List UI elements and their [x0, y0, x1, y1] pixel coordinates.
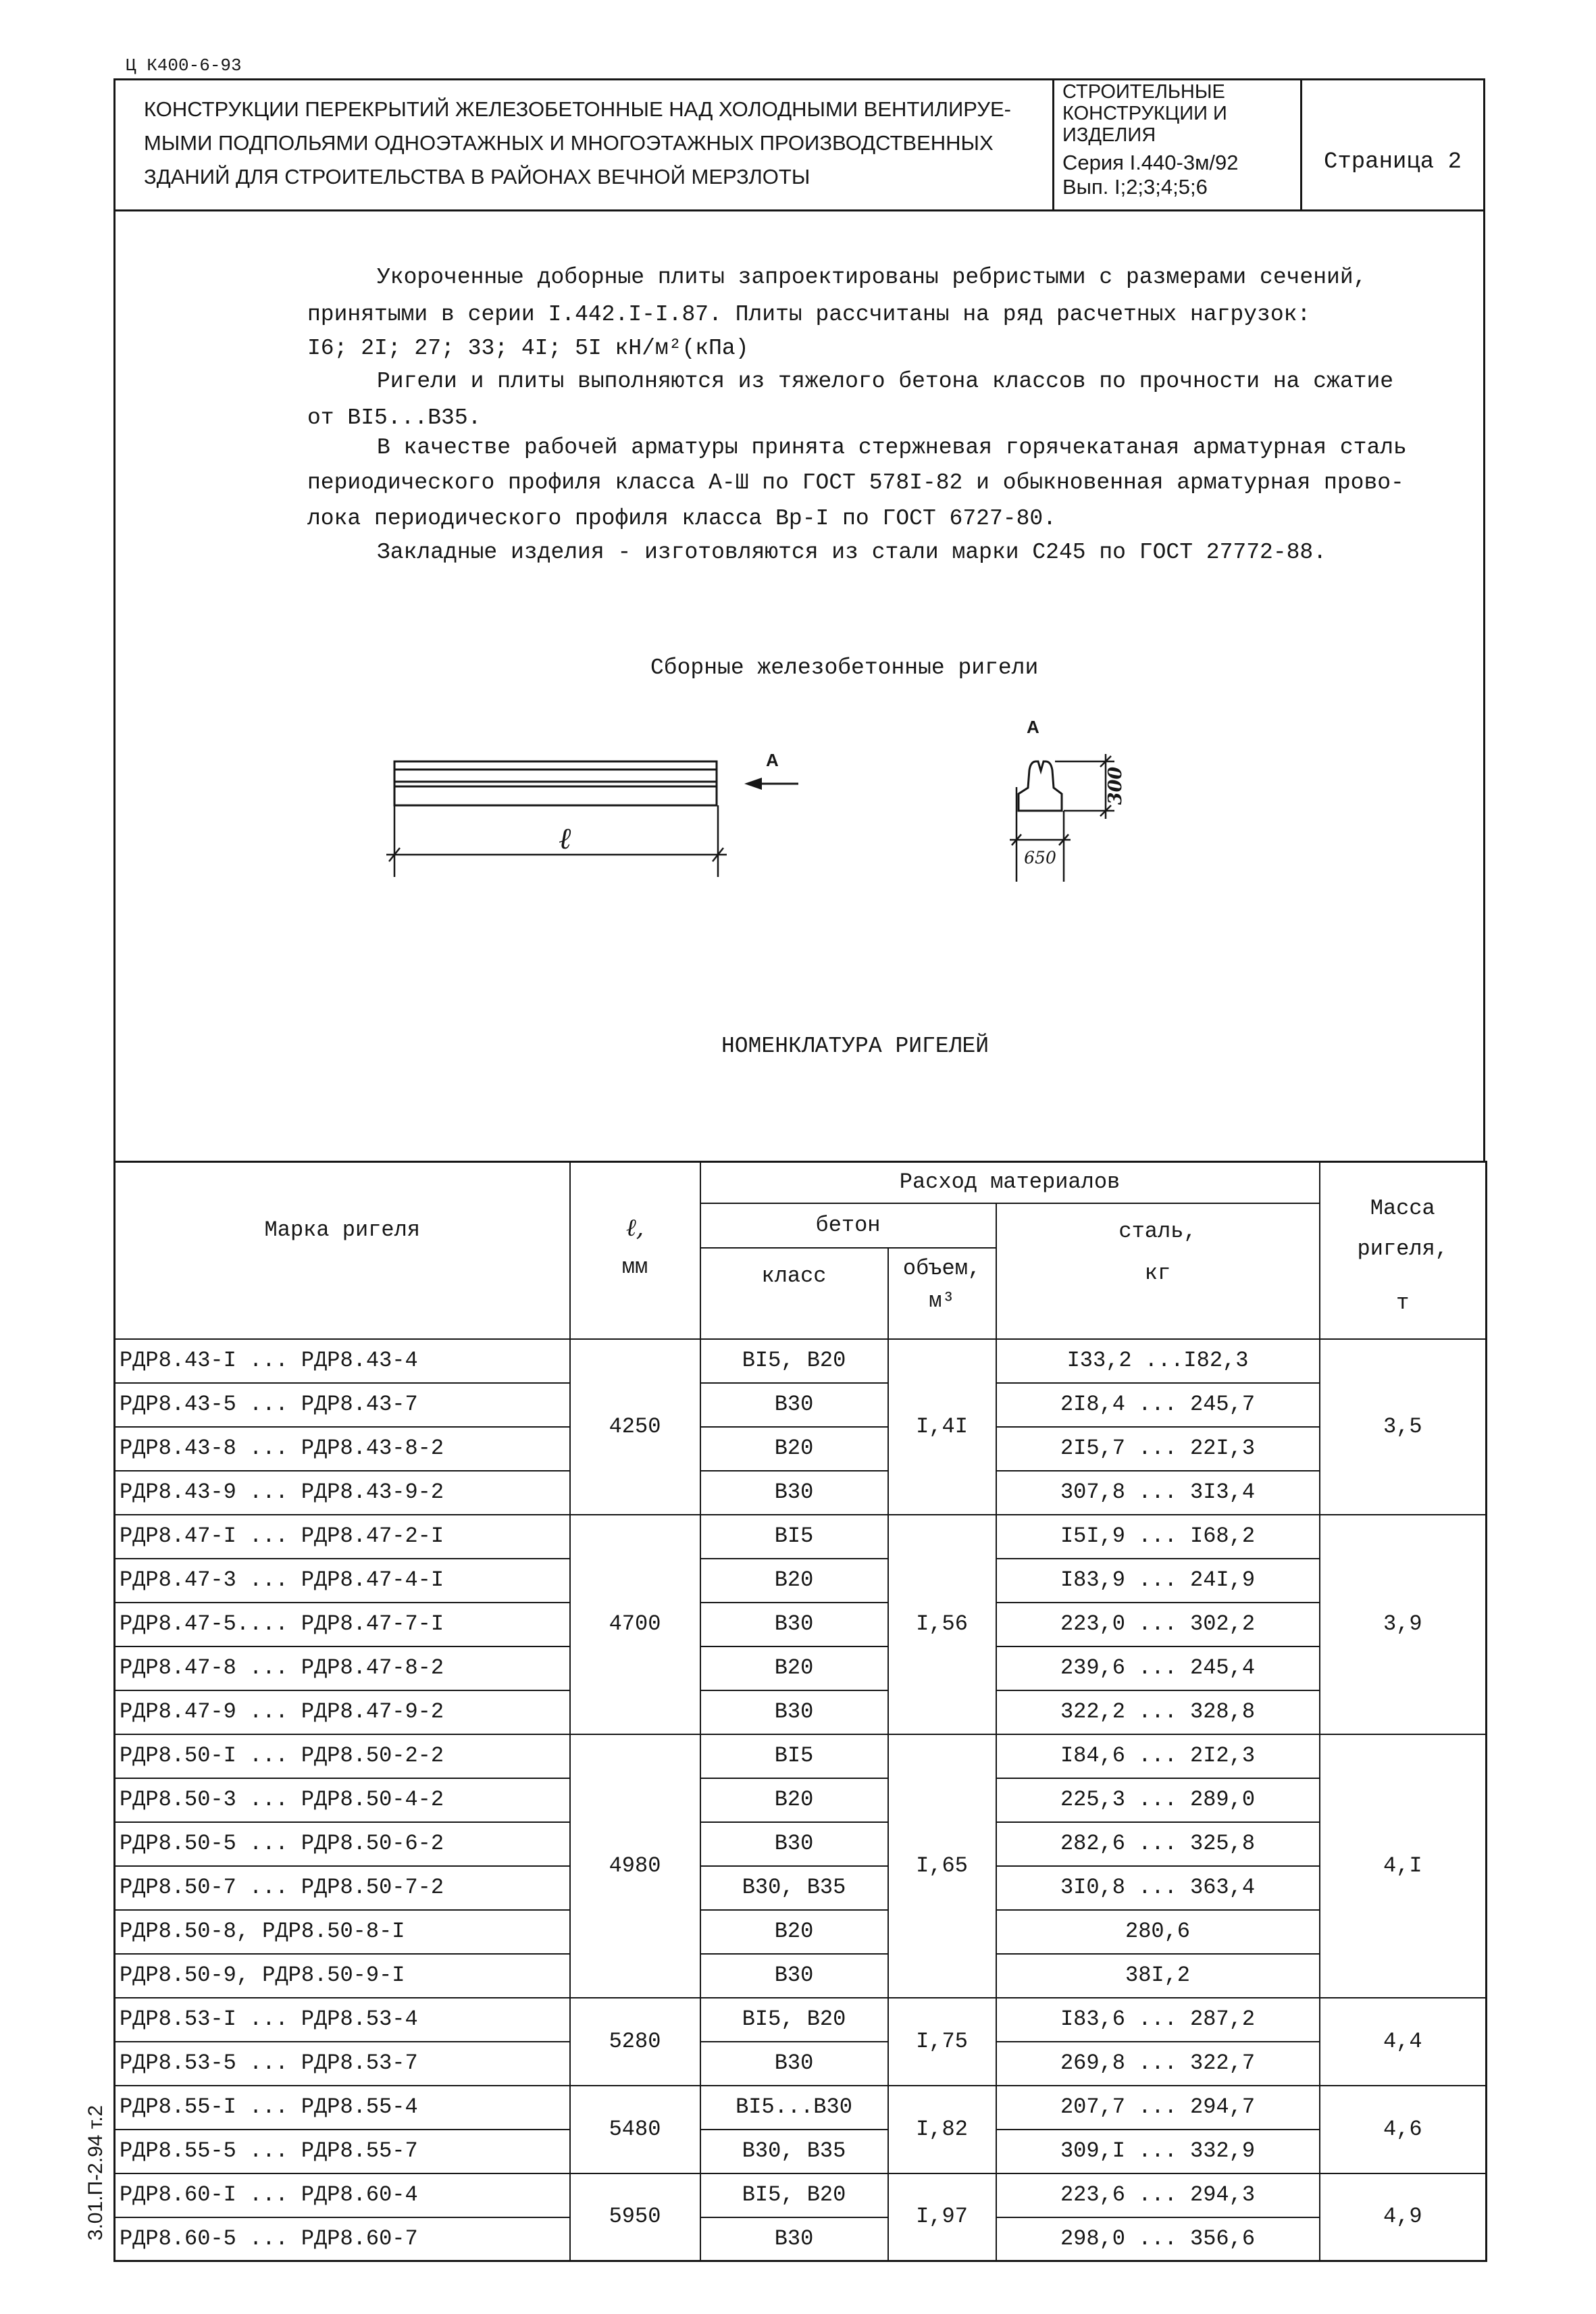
cell-concrete-class: B30: [700, 1471, 888, 1515]
cell-concrete-class: B20: [700, 1646, 888, 1690]
cell-concrete-class: BI5, B20: [700, 2173, 888, 2217]
title-block: [113, 78, 1485, 211]
cell-steel: 307,8 ... 3I3,4: [996, 1471, 1320, 1515]
header-volume-label: объем,: [902, 1255, 981, 1281]
text-line: лока периодического профиля класса Вр-I по ГОСТ 6727-80.: [307, 506, 1056, 531]
cell-mark: РДР8.50-9, РДР8.50-9-I: [115, 1954, 570, 1998]
table-title: НОМЕНКЛАТУРА РИГЕЛЕЙ: [721, 1034, 989, 1059]
page-cell: [1302, 80, 1483, 209]
text-line: принятыми в серии I.442.I-I.87. Плиты рассчитаны на ряд расчетных нагрузок:: [307, 302, 1311, 327]
height-dimension-label: 300: [1105, 766, 1126, 805]
category-line: ИЗДЕЛИЯ: [1062, 124, 1156, 146]
cell-mark: РДР8.55-I ... РДР8.55-4: [115, 2086, 570, 2130]
table-row: [115, 1471, 1487, 1515]
header-concrete-class: класс: [700, 1248, 888, 1339]
cell-steel: 2I8,4 ... 245,7: [996, 1383, 1320, 1427]
cell-mark: РДР8.43-9 ... РДР8.43-9-2: [115, 1471, 570, 1515]
table-row: [115, 2086, 1487, 2130]
cell-steel: 239,6 ... 245,4: [996, 1646, 1320, 1690]
cell-length: 5280: [570, 1998, 700, 2086]
section-arrow-label: A: [766, 750, 779, 770]
header-mass-line: ригеля,: [1357, 1236, 1448, 1261]
cell-concrete-class: B30: [700, 1954, 888, 1998]
cell-mass: 4,6: [1320, 2086, 1487, 2173]
cell-mark: РДР8.43-5 ... РДР8.43-7: [115, 1383, 570, 1427]
table-row: [115, 1339, 1487, 1383]
table-row: [115, 1603, 1487, 1646]
cell-mark: РДР8.47-I ... РДР8.47-2-I: [115, 1515, 570, 1559]
beam-elevation: [394, 761, 717, 805]
header-steel: [996, 1203, 1320, 1339]
cell-concrete-class: BI5...B30: [700, 2086, 888, 2130]
cell-steel: 3I0,8 ... 363,4: [996, 1866, 1320, 1910]
cell-concrete-class: B30: [700, 1383, 888, 1427]
cell-steel: I83,6 ... 287,2: [996, 1998, 1320, 2042]
table-row: [115, 2042, 1487, 2086]
cell-concrete-class: B20: [700, 1427, 888, 1471]
header-mass-unit: т: [1396, 1290, 1410, 1315]
header-steel-unit: кг: [1144, 1260, 1171, 1286]
cell-mark: РДР8.50-I ... РДР8.50-2-2: [115, 1734, 570, 1778]
table-row: [115, 2217, 1487, 2261]
title-line: ЗДАНИЙ ДЛЯ СТРОИТЕЛЬСТВА В РАЙОНАХ ВЕЧНОЙ МЕРЗЛОТЫ: [144, 165, 810, 188]
cell-mark: РДР8.60-5 ... РДР8.60-7: [115, 2217, 570, 2261]
table-row: [115, 1690, 1487, 1734]
header-mark: Марка ригеля: [115, 1162, 570, 1339]
cross-section: [1010, 717, 1126, 882]
cell-concrete-class: B30: [700, 1822, 888, 1866]
series-cell: [1054, 80, 1302, 209]
table-row: [115, 1559, 1487, 1603]
cell-length: 4700: [570, 1515, 700, 1734]
cell-steel: 269,8 ... 322,7: [996, 2042, 1320, 2086]
cell-mark: РДР8.50-7 ... РДР8.50-7-2: [115, 1866, 570, 1910]
cell-mark: РДР8.53-5 ... РДР8.53-7: [115, 2042, 570, 2086]
cell-mark: РДР8.47-5.... РДР8.47-7-I: [115, 1603, 570, 1646]
cell-steel: I5I,9 ... I68,2: [996, 1515, 1320, 1559]
cell-concrete-class: BI5: [700, 1734, 888, 1778]
document-code: Ц К400-6-93: [126, 55, 242, 76]
cell-mass: 4,9: [1320, 2173, 1487, 2261]
cell-concrete-class: B30, B35: [700, 2130, 888, 2173]
arrow-head: [744, 778, 762, 790]
nomenclature-table: [113, 1161, 1487, 2262]
cell-mark: РДР8.43-I ... РДР8.43-4: [115, 1339, 570, 1383]
cell-mark: РДР8.43-8 ... РДР8.43-8-2: [115, 1427, 570, 1471]
cell-concrete-volume: I,97: [888, 2173, 996, 2261]
table-row: [115, 2173, 1487, 2217]
text-line: Ригели и плиты выполняются из тяжелого бетона классов по прочности на сжатие: [377, 369, 1394, 394]
cell-mark: РДР8.50-8, РДР8.50-8-I: [115, 1910, 570, 1954]
title-cell: [115, 80, 1054, 209]
cell-mass: 3,5: [1320, 1339, 1487, 1515]
cell-concrete-volume: I,65: [888, 1734, 996, 1998]
cell-concrete-class: B30: [700, 1690, 888, 1734]
cell-concrete-volume: I,82: [888, 2086, 996, 2173]
cell-mark: РДР8.55-5 ... РДР8.55-7: [115, 2130, 570, 2173]
header-length-unit: мм: [621, 1255, 648, 1280]
cell-steel: 309,I ... 332,9: [996, 2130, 1320, 2173]
header-mass: [1320, 1162, 1487, 1339]
cell-concrete-class: BI5, B20: [700, 1998, 888, 2042]
header-mass-line: Масса: [1370, 1196, 1435, 1221]
table-header: [115, 1162, 1487, 1339]
document-title: [144, 93, 1011, 194]
cell-steel: 2I5,7 ... 22I,3: [996, 1427, 1320, 1471]
table-row: [115, 1515, 1487, 1559]
table-row: [115, 1866, 1487, 1910]
section-title: A: [1027, 717, 1039, 737]
figure-title: Сборные железобетонные ригели: [650, 655, 1039, 680]
cell-mass: 4,I: [1320, 1734, 1487, 1998]
cell-mark: РДР8.50-5 ... РДР8.50-6-2: [115, 1822, 570, 1866]
section-outline: [1019, 761, 1062, 811]
table-row: [115, 1910, 1487, 1954]
series-number: Серия I.440-3м/92: [1062, 151, 1239, 174]
cell-steel: 322,2 ... 328,8: [996, 1690, 1320, 1734]
beam-outline: [394, 761, 717, 805]
table-row: [115, 1822, 1487, 1866]
category-line: СТРОИТЕЛЬНЫЕ: [1062, 81, 1225, 103]
table-row: [115, 1778, 1487, 1822]
cell-mark: РДР8.53-I ... РДР8.53-4: [115, 1998, 570, 2042]
table-row: [115, 1734, 1487, 1778]
cell-steel: 207,7 ... 294,7: [996, 2086, 1320, 2130]
cell-mass: 3,9: [1320, 1515, 1487, 1734]
table-row: [115, 1646, 1487, 1690]
cell-steel: I83,9 ... 24I,9: [996, 1559, 1320, 1603]
table-row: [115, 1998, 1487, 2042]
table-row: [115, 1383, 1487, 1427]
cell-concrete-class: BI5, B20: [700, 1339, 888, 1383]
section-arrow: [744, 750, 798, 790]
cell-mark: РДР8.47-8 ... РДР8.47-8-2: [115, 1646, 570, 1690]
cell-concrete-class: B20: [700, 1559, 888, 1603]
width-dimension-label: 650: [1024, 848, 1056, 867]
cell-steel: I84,6 ... 2I2,3: [996, 1734, 1320, 1778]
text-line: от BI5...B35.: [307, 405, 482, 430]
header-concrete: бетон: [700, 1203, 996, 1248]
cell-concrete-class: B20: [700, 1778, 888, 1822]
text-line: I6; 2I; 27; 33; 4I; 5I кН/м²(кПа): [307, 336, 749, 361]
text-line: периодического профиля класса А-Ш по ГОСТ 578I-82 и обыкновенная арматурная прово-: [307, 470, 1404, 495]
cell-steel: 298,0 ... 356,6: [996, 2217, 1320, 2261]
table-row: [115, 1427, 1487, 1471]
issue-numbers: Вып. I;2;3;4;5;6: [1062, 175, 1208, 199]
cell-length: 4250: [570, 1339, 700, 1515]
cell-steel: 223,0 ... 302,2: [996, 1603, 1320, 1646]
page-number: Страница 2: [1323, 149, 1462, 175]
cell-mark: РДР8.60-I ... РДР8.60-4: [115, 2173, 570, 2217]
cell-length: 5950: [570, 2173, 700, 2261]
cell-steel: 223,6 ... 294,3: [996, 2173, 1320, 2217]
cell-concrete-volume: I,4I: [888, 1339, 996, 1515]
cell-length: 4980: [570, 1734, 700, 1998]
length-dimension: [386, 805, 727, 877]
cell-concrete-class: B30: [700, 2042, 888, 2086]
header-materials: Расход материалов: [700, 1162, 1320, 1203]
cell-mark: РДР8.47-3 ... РДР8.47-4-I: [115, 1559, 570, 1603]
text-line: В качестве рабочей арматуры принята стержневая горячекатаная арматурная сталь: [377, 435, 1407, 460]
cell-concrete-class: B30: [700, 2217, 888, 2261]
cell-steel: 282,6 ... 325,8: [996, 1822, 1320, 1866]
cell-steel: I33,2 ...I82,3: [996, 1339, 1320, 1383]
table-row: [115, 2130, 1487, 2173]
title-line: МЫМИ ПОДПОЛЬЯМИ ОДНОЭТАЖНЫХ И МНОГОЭТАЖНЫХ ПРОИЗВОДСТВЕННЫХ: [144, 131, 994, 155]
length-label: ℓ: [559, 822, 571, 856]
cell-mark: РДР8.50-3 ... РДР8.50-4-2: [115, 1778, 570, 1822]
side-stamp: 3.01.П-2.94 т.2: [84, 2105, 107, 2241]
rigel-diagram: [365, 703, 1162, 899]
cell-steel: 38I,2: [996, 1954, 1320, 1998]
cell-length: 5480: [570, 2086, 700, 2173]
title-line: КОНСТРУКЦИИ ПЕРЕКРЫТИЙ ЖЕЛЕЗОБЕТОННЫЕ НАД ХОЛОДНЫМИ ВЕНТИЛИРУЕ-: [144, 97, 1011, 121]
header-row: [115, 1162, 1487, 1203]
cell-steel: 280,6: [996, 1910, 1320, 1954]
category-line: КОНСТРУКЦИИ И: [1062, 103, 1227, 124]
text-line: Закладные изделия - изготовляются из стали марки С245 по ГОСТ 27772-88.: [377, 540, 1327, 565]
cell-concrete-class: B30: [700, 1603, 888, 1646]
header-concrete-volume: [888, 1248, 996, 1339]
header-length-symbol: ℓ,: [625, 1214, 644, 1242]
header-length: [570, 1162, 700, 1339]
cell-concrete-volume: I,56: [888, 1515, 996, 1734]
table-row: [115, 1954, 1487, 1998]
table-body: [115, 1339, 1487, 2261]
cell-steel: 225,3 ... 289,0: [996, 1778, 1320, 1822]
cell-concrete-class: BI5: [700, 1515, 888, 1559]
text-line: Укороченные доборные плиты запроектированы ребристыми с размерами сечений,: [377, 265, 1367, 290]
header-steel-label: сталь,: [1118, 1218, 1197, 1244]
header-volume-unit: м³: [929, 1288, 955, 1313]
cell-mass: 4,4: [1320, 1998, 1487, 2086]
cell-concrete-volume: I,75: [888, 1998, 996, 2086]
cell-concrete-class: B30, B35: [700, 1866, 888, 1910]
cell-mark: РДР8.47-9 ... РДР8.47-9-2: [115, 1690, 570, 1734]
cell-concrete-class: B20: [700, 1910, 888, 1954]
